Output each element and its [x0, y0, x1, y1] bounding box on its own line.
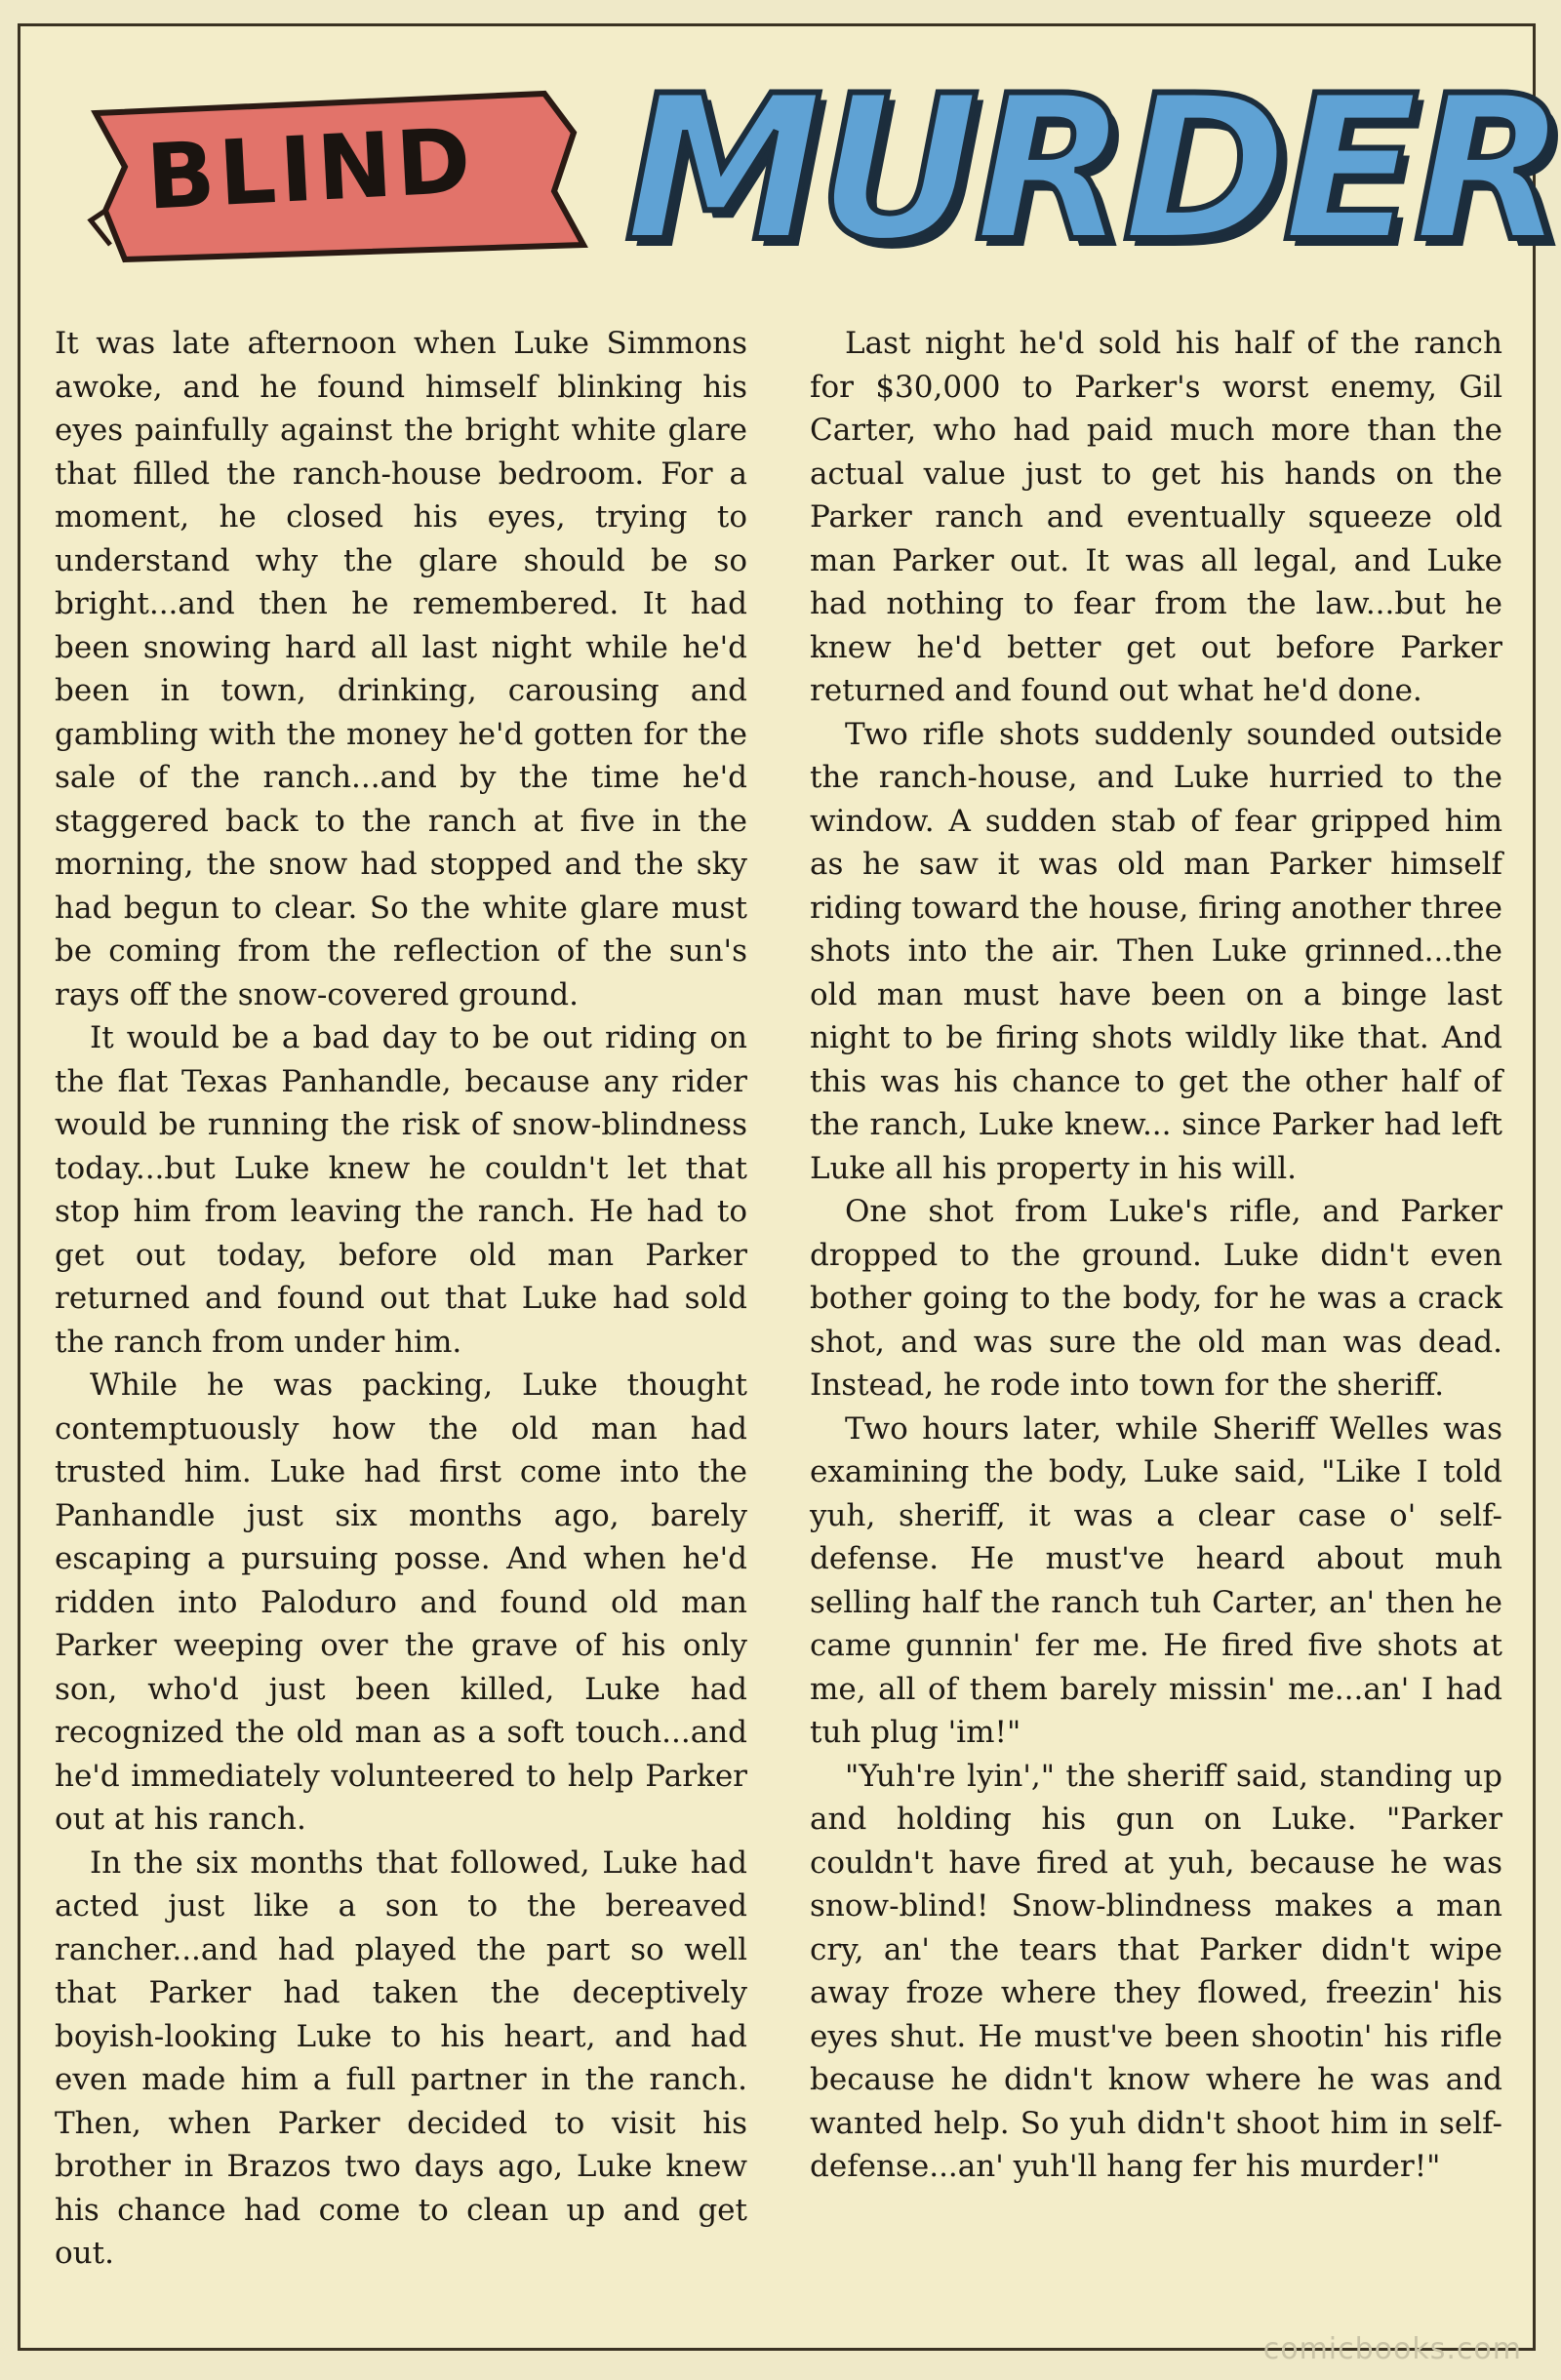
story-paragraph: In the six months that followed, Luke had acted just like a son to the bereaved rancher...and had played the part so well that Parker had taken the deceptively boyish-looking Luke to his heart, and had even made him a full partner in the ranch. Then, when Parker decided to visit his brother in Brazos two days ago, Luke knew his chance had come to clean up and get out.: [55, 1844, 747, 2271]
site-watermark: comicbooks.com: [1262, 2332, 1522, 2366]
title-word-murder: MURDER: [624, 54, 1561, 286]
story-paragraph: It was late afternoon when Luke Simmons awoke, and he found himself blinking his eyes painfully against the bright white glare that filled the ranch-house bedroom. For a moment, he closed his eyes, trying to understand why the glare should be so bright...and then he remembered. It had been snowing hard all last night while he'd been in town, drinking, carousing and gambling with the money he'd gotten for the sale of the ranch...and by the time he'd staggered back to the ranch at five in the morning, the snow had stopped and the sky had begun to clear. So the white glare must be coming from the reflection of the sun's rays off the snow-covered ground.: [55, 326, 747, 1012]
story-paragraph: Last night he'd sold his half of the ranch for $30,000 to Parker's worst enemy, Gil Carter, who had paid much more than the actual value just to get his hands on the Parker ranch and eventually squeeze old man Parker out. It was all legal, and Luke had nothing to fear from the law...but he knew he'd better get out before Parker returned and found out what he'd done.: [810, 326, 1502, 708]
story-paragraph: "Yuh're lyin'," the sheriff said, standing up and holding his gun on Luke. "Parker couldn't have fired at yuh, because he was snow-blind! Snow-blindness makes a man cry, an' the tears that Parker didn't wipe away froze where they flowed, freezin' his eyes shut. He must've been shootin' his rifle because he didn't know where he was and wanted help. So yuh didn't shoot him in self-defense...an' yuh'll hang fer his murder!": [810, 1758, 1502, 2184]
story-column-right: [810, 322, 1502, 2189]
story-paragraph: Two hours later, while Sheriff Welles was examining the body, Luke said, "Like I told yuh, sheriff, it was a clear case o' self-defense. He must've heard about muh selling half the ranch tuh Carter, an' then he came gunnin' fer me. He fired five shots at me, all of them barely missin' me...an' I had tuh plug 'im!": [810, 1410, 1502, 1750]
story-column-left: [55, 322, 747, 2276]
story-paragraph: Two rifle shots suddenly sounded outside the ranch-house, and Luke hurried to the window. A sudden stab of fear gripped him as he saw it was old man Parker himself riding toward the house, firing another three shots into the air. Then Luke grinned...the old man must have been on a binge last night to be firing shots wildly like that. And this was his chance to get the other half of the ranch, Luke knew... since Parker had left Luke all his property in his will.: [810, 716, 1502, 1186]
story-paragraph: It would be a bad day to be out riding on the flat Texas Panhandle, because any rider would be running the risk of snow-blindness today...but Luke knew he couldn't let that stop him from leaving the ranch. He had to get out today, before old man Parker returned and found out that Luke had sold the ranch from under him.: [55, 1020, 747, 1360]
story-paragraph: One shot from Luke's rifle, and Parker dropped to the ground. Luke didn't even bother going to the body, for he was a crack shot, and was sure the old man was dead. Instead, he rode into town for the sheriff.: [810, 1194, 1502, 1403]
title-word-blind: BLIND: [143, 108, 477, 230]
story-paragraph: While he was packing, Luke thought contemptuously how the old man had trusted him. Luke had first come into the Panhandle just six months ago, barely escaping a pursuing posse. And when he'd ridden into Paloduro and found old man Parker weeping over the grave of his only son, who'd just been killed, Luke had recognized the old man as a soft touch...and he'd immediately volunteered to help Parker out at his ranch.: [55, 1368, 747, 1837]
